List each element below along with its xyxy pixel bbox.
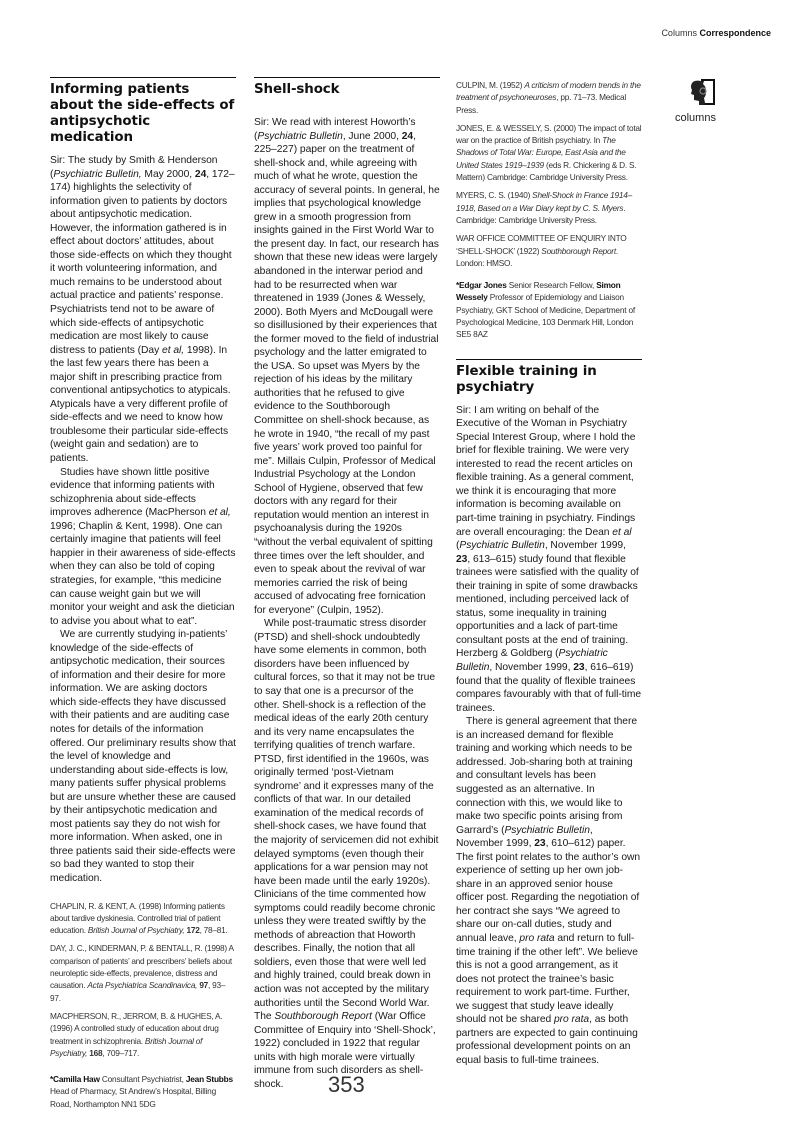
- paragraph: [456, 715, 642, 1067]
- text-run: , as both partners are expected to gain continuing professional development points on an equal basis to full-time trainees.: [456, 1014, 638, 1066]
- letter-shell-shock: [254, 77, 440, 1091]
- text-run: Professor of Epidemiology and Liaison Psychiatry, GKT School of Medicine, Department of Psychological Medicine, 103 Denmark Hill, London SE5 8AZ: [456, 292, 635, 340]
- references: [456, 79, 642, 269]
- text-run: Sir: The study by Smith & Henderson (: [50, 155, 218, 180]
- text-run: , 610–612) paper. The first point relates to the author’s own experience of setting up her own job-share in an approved senior house officer post. Regarding the negotiation of her contract she says “We agreed to share our on-call duties, study and annual leave,: [456, 838, 641, 944]
- letter-body: [254, 116, 440, 1091]
- letter-title: Flexible training in psychiatry: [456, 363, 597, 395]
- reference-item: [456, 189, 642, 226]
- reference-item: [456, 122, 642, 183]
- divider: [456, 359, 642, 360]
- text-run: and return to full-time training if the other left”. We believe this is not a good arrangement, as it does not protect the trainee’s basic requirement to work part-time. Further, we suggest that study leave ideally should not be shared: [456, 932, 638, 1026]
- italic-text: British Journal of Psychiatry,: [50, 1035, 203, 1058]
- paragraph: [50, 628, 236, 885]
- italic-text: et al: [612, 526, 632, 538]
- text-run: There is general agreement that there is an increased demand for flexible training and working which needs to be addressed. Job-sharing both at training and consultant levels has been suggested as an alternative. In connection with this, we would like to make two specific points arising from Garrard’s (: [456, 716, 638, 836]
- text-run: Sir: We read with interest Howorth’s (: [254, 117, 416, 142]
- text-run: MACPHERSON, R., JERROM, B. & HUGHES, A. (1996) A controlled study of education about drug treatment in schizophrenia.: [50, 1010, 223, 1046]
- italic-text: Shell-Shock in France 1914–1918, Based on a War Diary kept by C. S. Myers: [456, 190, 632, 213]
- text-run: CULPIN, M. (1952): [456, 80, 525, 90]
- text-run: , 616–619) found that the quality of flexible trainees compares favourably with that of full-time trainees.: [456, 662, 642, 714]
- reference-item: [50, 942, 236, 1003]
- italic-text: Southborough Report: [541, 245, 616, 256]
- divider: [254, 77, 440, 78]
- text-run: DAY, J. C., KINDERMAN, P. & BENTALL, R. (1998) A comparison of patients’ and prescribers’ beliefs about neuroleptic side-effects, prevalence, distress and causation.: [50, 943, 234, 991]
- bold-text: Jean Stubbs: [185, 1074, 233, 1085]
- text-run: (War Office Committee of Enquiry into ‘Shell-Shock’, 1922) concluded in 1922 that regular units with high morale were virtually immune from such disorders as shell-shock.: [254, 1011, 436, 1090]
- author-affiliation: [456, 279, 642, 340]
- text-run: JONES, E. & WESSELY, S. (2000) The impact of total war on the practice of British psychiatry. In: [456, 122, 642, 146]
- reference-item: [456, 79, 642, 116]
- text-run: (eds R. Chickering & D. S. Mattern) Cambridge: Cambridge University Press.: [456, 159, 637, 183]
- paragraph: [254, 617, 440, 1091]
- letter-title: Shell-shock: [254, 82, 340, 97]
- text-run: Consultant Psychiatrist,: [99, 1074, 186, 1085]
- text-run: , June 2000,: [342, 130, 402, 142]
- text-run: , 613–615) study found that flexible trainees were satisfied with the quality of their training in spite of some drawbacks mentioned, including perceived lack of status, some inequality in training opportunities and a lack of part-time consultant posts at the end of training. Herzberg & Goldberg (: [456, 553, 639, 660]
- bold-text: 97: [199, 980, 209, 991]
- letter-informing-patients: [50, 77, 236, 1110]
- text-run: , November 1999,: [456, 824, 593, 850]
- logo-label: columns: [675, 112, 716, 124]
- bold-text: 24: [401, 130, 414, 142]
- paragraph: [50, 466, 236, 629]
- letter-flexible-training: [456, 359, 642, 1068]
- text-run: May 2000,: [141, 168, 195, 180]
- italic-text: Psychiatric Bulletin: [456, 648, 608, 674]
- letter-body: [456, 404, 642, 1068]
- bold-text: *Camilla Haw: [50, 1074, 100, 1085]
- text-run: 1998). In the last few years there has been a major shift in prescribing practice from conventional antipsychotics to atypicals. Atypicals have a very different profile of side-effects and we need to know how troublesome their particular side-effects (weight gain and sedation) are to patients.: [50, 344, 231, 465]
- text-run: , 78–81.: [199, 925, 228, 936]
- paragraph: [456, 404, 642, 716]
- italic-text: Southborough Report: [274, 1011, 372, 1023]
- paragraph: [50, 154, 236, 466]
- reference-item: [456, 232, 642, 269]
- text-run: . Cambridge: Cambridge University Press.: [456, 202, 626, 225]
- text-run: (: [456, 540, 460, 552]
- bold-text: 24: [194, 168, 207, 180]
- text-run: While post-traumatic stress disorder (PTSD) and shell-shock undoubtedly have some elements in common, both disorders have been influenced by cultural forces, so that it may not be true to say that one is a precursor of the other. Shell-shock is a reflection of the medical ideas of the early 20th century and its very name encapsulates the terrifying qualities of trench warfare. PTSD, first identified in the 1960s, was originally termed ‘post-Vietnam syndrome’ and it expresses many of the conflicts of that war. In our detailed examination of the medical records of shell-shock cases, we have found that the majority of servicemen did not exhibit delayed symptoms (even though their applications for a war pension may not have been made until the early 1920s). Clinicians of the time commented how symptoms could readily become chronic unless they were treated swiftly by the methods of abreaction that Howorth describes. Finally, the notion that all soldiers, even those that were well led and highly trained, could break down in action was not accepted by the military authorities until the Second World War. The: [254, 618, 439, 1023]
- text-run: , 172–174) highlights the selectivity of information given to patients by doctors about antipsychotic medication. However, the information gathered is in effect about doctors’ attitudes, about those side-effects on which they thought it worth volunteering information, and much remains to be understood about actual practice and patients’ response. Psychiatrists tend not to be aware of which side-effects of antipsychotic medication are most likely to cause distress to patients (Day: [50, 168, 235, 356]
- letter-body: [50, 154, 236, 886]
- letter-shell-shock-refs-and-flexible-training: [456, 79, 642, 1067]
- italic-text: pro rata: [554, 1014, 590, 1026]
- bold-text: 172: [186, 925, 200, 936]
- text-run: Head of Pharmacy, St Andrew’s Hospital, Billing Road, Northampton NN1 5DG: [50, 1086, 216, 1109]
- running-head: [661, 28, 771, 38]
- text-run: 1996; Chaplin & Kent, 1998). One can certainly imagine that patients will feel happier in their awareness of side-effects when they can also be told of coping strategies, for example, “this medicine can cause weight gain but we will monitor your weight and ask the dietician to advise you about what to eat”.: [50, 520, 236, 627]
- references: [50, 900, 236, 1060]
- text-run: , 709–717.: [102, 1047, 140, 1058]
- bold-text: 168: [89, 1047, 103, 1058]
- text-run: Senior Research Fellow,: [506, 280, 597, 291]
- author-affiliation: [50, 1073, 236, 1110]
- italic-text: Psychiatric Bulletin: [459, 540, 545, 552]
- bold-text: Simon Wessely: [456, 280, 621, 303]
- divider: [50, 77, 236, 78]
- bold-text: *Edgar Jones: [456, 280, 507, 291]
- text-run: CHAPLIN, R. & KENT, A. (1998) Informing patients about tardive dyskinesia. Controlled trial of patient education.: [50, 900, 225, 936]
- bold-text: 23: [534, 838, 546, 850]
- italic-text: The Shadows of Total War: Europe, East Asia and the United States 1919–1939: [456, 135, 626, 170]
- italic-text: Psychiatric Bulletin: [257, 130, 343, 142]
- text-run: Sir: I am writing on behalf of the Executive of the Woman in Psychiatry Special Interest Group, where I hold the brief for flexible training. We were very interested to read the recent articles on flexible training. As a general comment, we think it is encouraging that more information is becoming available on part-time training in psychiatry. Findings are overall encouraging: the Dean: [456, 404, 636, 538]
- text-run: . London: HMSO.: [456, 245, 618, 268]
- italic-text: British Journal of Psychiatry,: [87, 925, 185, 936]
- text-run: We are currently studying in-patients’ knowledge of the side-effects of antipsychotic medication, their sources of information and their desire for more information. We are asking doctors which side-effects they have discussed with their patients and are auditing case notes for details of the information offered. Our preliminary results show that the level of knowledge and understanding about side-effects is low, many patients suffer physical problems but are unsure whether these are caused by their antipsychotic medication and most patients say they do not wish for more information. When asked, one in three patients said their side-effects were so bad they wanted to stop their medication.: [50, 629, 236, 884]
- text-run: , pp. 71–73. Medical Press.: [456, 92, 626, 115]
- reference-item: [50, 1010, 236, 1059]
- italic-text: pro rata: [519, 932, 555, 944]
- italic-text: Psychiatric Bulletin,: [53, 168, 142, 180]
- running-head-section: Columns: [661, 28, 697, 38]
- bold-text: 23: [573, 662, 585, 674]
- italic-text: Psychiatric Bulletin: [504, 824, 590, 836]
- text-run: Studies have shown little positive evidence that informing patients with schizophrenia about side-effects improves adherence (MacPherson: [50, 466, 215, 519]
- text-run: MYERS, C. S. (1940): [456, 190, 533, 201]
- text-run: , November 1999,: [489, 662, 574, 674]
- letter-title: Informing patients about the side-effects of antipsychotic medication: [50, 82, 235, 145]
- text-run: , 225–227) paper on the treatment of shell-shock and, while agreeing with much of what he wrote, question the accuracy of several points. In general, he implies that psychological knowledge grew in a smooth progression from insights gained in the First World War to the present day. In fact, our research has shown that these new ideas were largely abandoned in the interwar period and had to be resurrected when war threatened in 1939 (Jones & Wessely, 2000). Both Myers and McDougall were so disillusioned by their experiences that the former moved to the field of industrial psychology and the latter emigrated to the USA. So upset was Myers by the rejection of his ideas by the military authorities that he refused to give evidence to the Southborough Committee on shell-shock because, as he wrote in 1940, “the recall of my past five years’ work proved too painful for me”. Millais Culpin, Professor of Medical Industrial Psychology at the London School of Hygiene, observed that few doctors with any regard for their reputation would mention an interest in psychoanalysis during the 1920s “without the verbal equivalent of spitting three times over the left shoulder, and even to speak about the revival of war memories carried the risk of being accused of advocating free fornication for everyone” (Culpin, 1952).: [254, 130, 440, 616]
- columns-head-logo-icon: [690, 78, 716, 106]
- bold-text: 23: [456, 553, 468, 565]
- italic-text: et al,: [208, 507, 231, 519]
- paragraph: [254, 116, 440, 617]
- running-head-title: Correspondence: [699, 28, 771, 38]
- italic-text: Acta Psychiatrica Scandinavica,: [87, 980, 198, 991]
- italic-text: A criticism of modern trends in the treatment of psychoneuroses: [456, 80, 641, 103]
- reference-item: [50, 900, 236, 937]
- text-run: WAR OFFICE COMMITTEE OF ENQUIRY INTO ‘SHELL-SHOCK’ (1922): [456, 233, 627, 256]
- italic-text: et al,: [162, 344, 185, 356]
- page-number: 353: [328, 1072, 365, 1097]
- text-run: , November 1999,: [544, 540, 626, 552]
- text-run: , 93–97.: [50, 980, 226, 1003]
